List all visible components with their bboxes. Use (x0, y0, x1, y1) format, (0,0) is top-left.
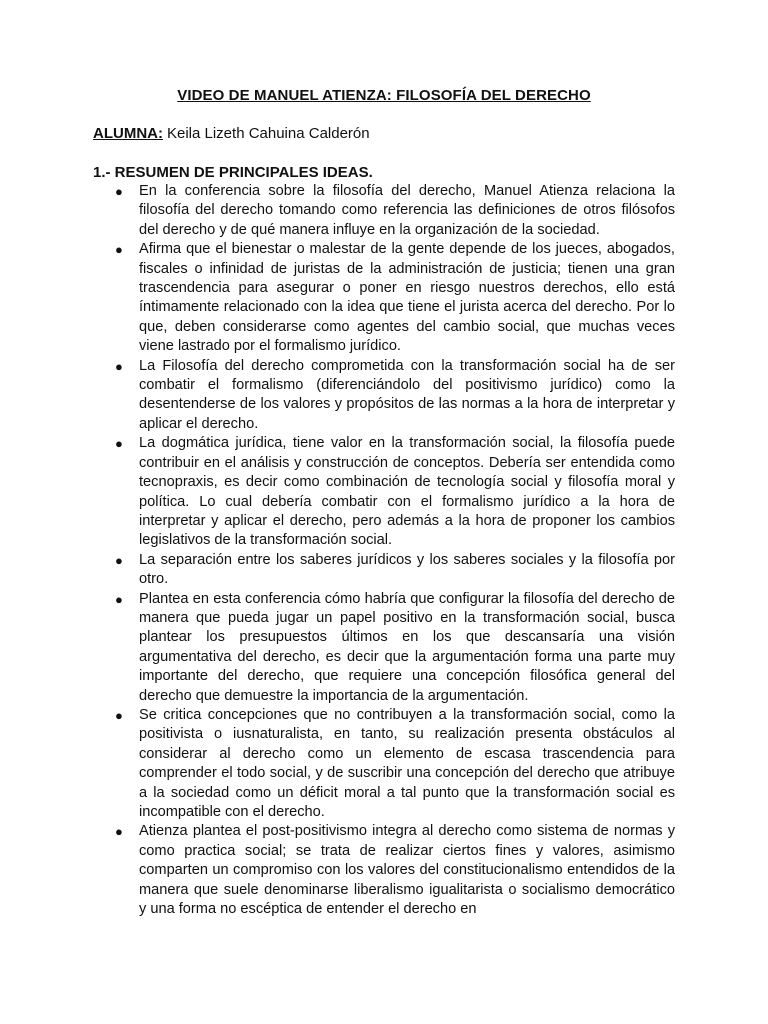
bullet-icon: ● (115, 707, 123, 723)
student-line (93, 124, 370, 144)
bullet-icon: ● (115, 552, 123, 568)
summary-item (115, 182, 675, 240)
summary-item-text: La dogmática jurídica, tiene valor en la transformación social, la filosofía puede contribuir en el análisis y construcción de conceptos. Debería ser entendida como tecnopraxis, es decir como combinación de tecnología social y filosofía moral y política. Lo cual debería combatir con el formalismo jurídico a la hora de interpretar y aplicar el derecho, pero además a la hora de proponer los cambios legislativos de la transformación social. (139, 435, 675, 549)
document-title: VIDEO DE MANUEL ATIENZA: FILOSOFÍA DEL DERECHO (177, 87, 591, 104)
summary-item-text: En la conferencia sobre la filosofía del derecho, Manuel Atienza relaciona la filosofía del derecho tomando como referencia las definiciones de otros filósofos del derecho y de qué manera influye en la organización de la sociedad. (139, 183, 675, 238)
summary-item (115, 551, 675, 590)
bullet-icon: ● (115, 242, 123, 258)
student-name: Keila Lizeth Cahuina Calderón (166, 125, 370, 142)
bullet-icon: ● (115, 436, 123, 452)
summary-item-text: Atienza plantea el post-positivismo integra al derecho como sistema de normas y como practica social; se trata de realizar ciertos fines y valores, asimismo comparten un compromiso con los valores del constitucionalismo entendidos de la manera que suele denominarse liberalismo igualitarista o socialismo democrático y una forma no escéptica de entender el derecho en (139, 823, 675, 918)
summary-item (115, 240, 675, 356)
summary-item-text: La separación entre los saberes jurídicos y los saberes sociales y la filosofía por otro. (139, 551, 675, 588)
summary-item (115, 434, 675, 550)
summary-item (115, 822, 675, 919)
summary-item (115, 357, 675, 435)
bullet-icon: ● (115, 358, 123, 374)
summary-item (115, 706, 675, 822)
summary-item-text: Se critica concepciones que no contribuyen a la transformación social, como la positivista o iusnaturalista, en tanto, su realización presenta obstáculos al considerar al derecho como un elemento de escasa trascendencia para comprender el todo social, y de suscribir una concepción del derecho que atribuye a la sociedad como un déficit moral a tal punto que la transformación social es incompatible con el derecho. (139, 706, 675, 820)
summary-list (115, 182, 675, 919)
student-label: ALUMNA: (93, 125, 163, 142)
section-heading: 1.- RESUMEN DE PRINCIPALES IDEAS. (93, 164, 373, 181)
summary-item-text: Plantea en esta conferencia cómo habría que configurar la filosofía del derecho de manera que pueda jugar un papel positivo en la transformación social, busca plantear los presupuestos últimos en los que descansaría una visión argumentativa del derecho, es decir que la argumentación forma una parte muy importante del derecho, que requiere una concepción filosófica general del derecho que demuestre la importancia de la argumentación. (139, 590, 675, 704)
summary-item-text: Afirma que el bienestar o malestar de la gente depende de los jueces, abogados, fiscales o infinidad de juristas de la administración de justicia; tienen una gran trascendencia para asegurar o poner en riesgo nuestros derechos, ello está íntimamente relacionado con la idea que tiene el jurista acerca del derecho. Por lo que, deben considerarse como agentes del cambio social, que muchas veces viene lastrado por el formalismo jurídico. (139, 241, 675, 355)
summary-item-text: La Filosofía del derecho comprometida con la transformación social ha de ser combatir el formalismo (diferenciándolo del positivismo jurídico) como la desentenderse de los valores y propósitos de las normas a la hora de interpretar y aplicar el derecho. (139, 357, 675, 432)
bullet-icon: ● (115, 184, 123, 199)
bullet-icon: ● (115, 591, 123, 607)
summary-item (115, 590, 675, 706)
bullet-icon: ● (115, 824, 123, 840)
